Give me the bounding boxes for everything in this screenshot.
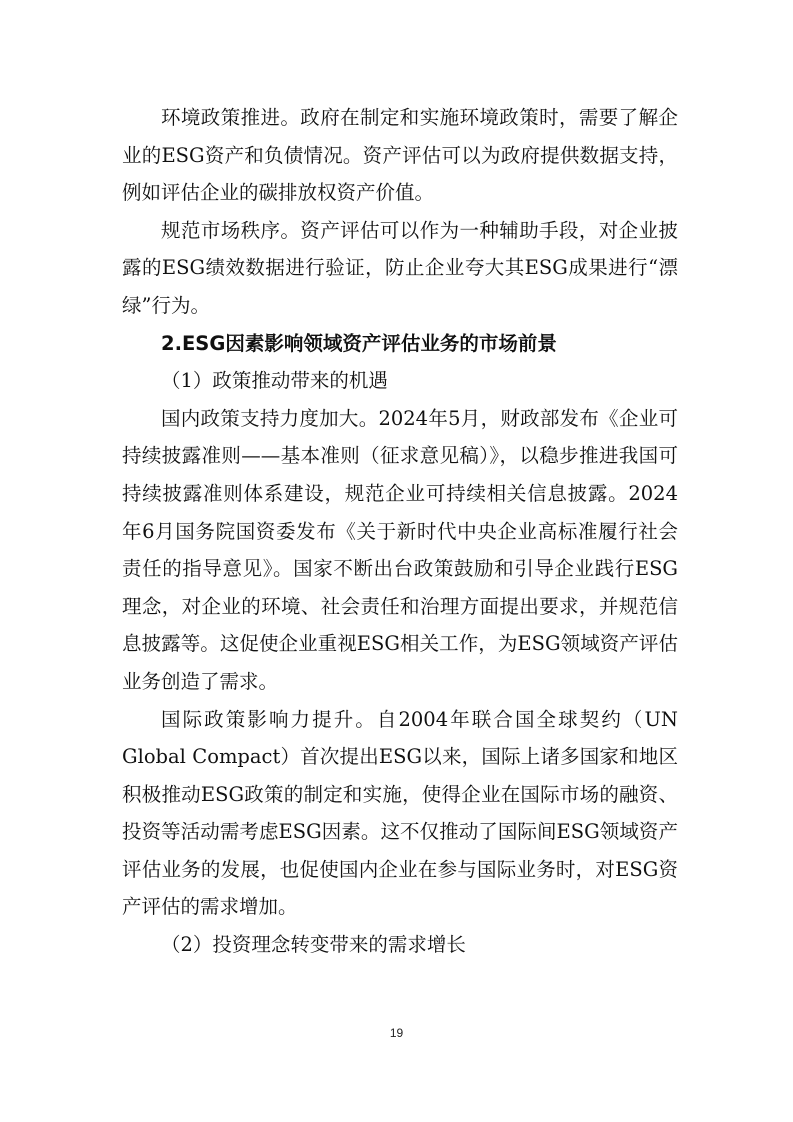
body-text [122, 99, 678, 964]
paragraph-market-order: 规范市场秩序。资产评估可以作为一种辅助手段，对企业披露的ESG绩效数据进行验证，防止企业夸大其ESG成果进行“漂绿”行为。 [122, 218, 678, 317]
subsection-heading-investment: （2）投资理念转变带来的需求增长 [161, 933, 466, 957]
subsection-heading-policy: （1）政策推动带来的机遇 [161, 369, 388, 393]
page-number: 19 [389, 1026, 404, 1040]
paragraph-domestic-policy: 国内政策支持力度加大。2024年5月，财政部发布《企业可持续披露准则——基本准则（征求意见稿）》，以稳步推进我国可持续披露准则体系建设，规范企业可持续相关信息披露。2024年6月国务院国资委发布《关于新时代中央企业高标准履行社会责任的指导意见》。国家不断出台政策鼓励和引导企业践行ESG理念，对企业的环境、社会责任和治理方面提出要求，并规范信息披露等。这促使企业重视ESG相关工作，为ESG领域资产评估业务创造了需求。 [122, 406, 678, 693]
paragraph-international-policy: 国际政策影响力提升。自2004年联合国全球契约（UN Global Compact）首次提出ESG以来，国际上诸多国家和地区积极推动ESG政策的制定和实施，使得企业在国际市场的融资、投资等活动需考虑ESG因素。这不仅推动了国际间ESG领域资产评估业务的发展，也促使国内企业在参与国际业务时，对ESG资产评估的需求增加。 [122, 707, 678, 919]
section-heading: 2.ESG因素影响领域资产评估业务的市场前景 [161, 331, 557, 355]
paragraph-environmental-policy: 环境政策推进。政府在制定和实施环境政策时，需要了解企业的ESG资产和负债情况。资产评估可以为政府提供数据支持，例如评估企业的碳排放权资产价值。 [122, 106, 678, 205]
